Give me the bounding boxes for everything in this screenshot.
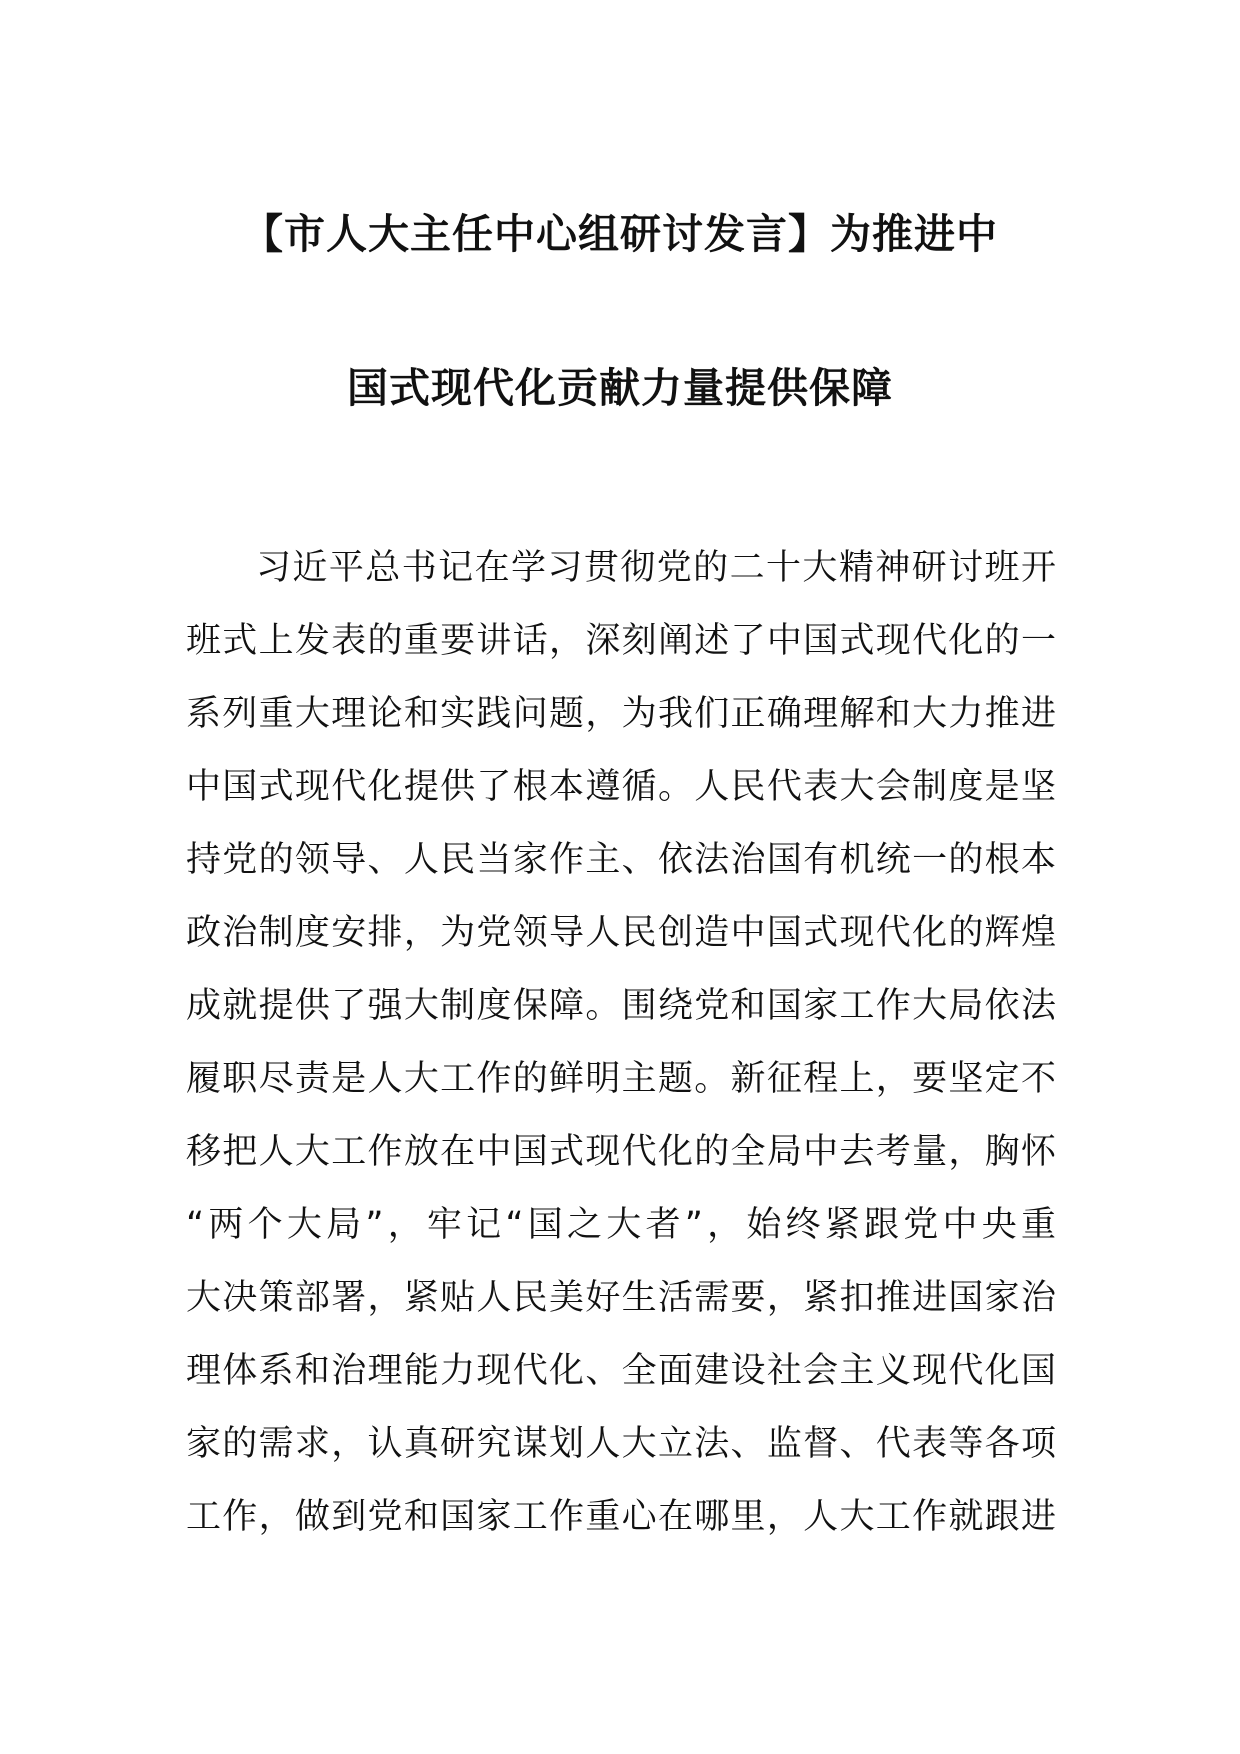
body-text-line: 习近平总书记在学习贯彻党的二十大精神研讨班开 — [256, 548, 1056, 588]
body-text-line: 移把人大工作放在中国式现代化的全局中去考量，胸怀 — [186, 1132, 1056, 1172]
body-text-line: “两个大局”，牢记“国之大者”，始终紧跟党中央重 — [186, 1205, 1056, 1245]
body-text-line: 工作，做到党和国家工作重心在哪里，人大工作就跟进 — [186, 1497, 1056, 1537]
document-title-line-2: 国式现代化贡献力量提供保障 — [347, 364, 893, 412]
body-text-line: 中国式现代化提供了根本遵循。人民代表大会制度是坚 — [186, 767, 1056, 807]
body-text-line: 班式上发表的重要讲话，深刻阐述了中国式现代化的一 — [186, 621, 1056, 661]
body-text-line: 持党的领导、人民当家作主、依法治国有机统一的根本 — [186, 840, 1056, 880]
body-text-line: 理体系和治理能力现代化、全面建设社会主义现代化国 — [186, 1351, 1056, 1391]
document-title-line-1: 【市人大主任中心组研讨发言】为推进中 — [242, 210, 998, 258]
body-text-line: 家的需求，认真研究谋划人大立法、监督、代表等各项 — [186, 1424, 1056, 1464]
body-text-line: 系列重大理论和实践问题，为我们正确理解和大力推进 — [186, 694, 1056, 734]
body-text-line: 大决策部署，紧贴人民美好生活需要，紧扣推进国家治 — [186, 1278, 1056, 1318]
body-text-line: 政治制度安排，为党领导人民创造中国式现代化的辉煌 — [186, 913, 1056, 953]
body-text-line: 履职尽责是人大工作的鲜明主题。新征程上，要坚定不 — [186, 1059, 1056, 1099]
body-text-line: 成就提供了强大制度保障。围绕党和国家工作大局依法 — [186, 986, 1056, 1026]
